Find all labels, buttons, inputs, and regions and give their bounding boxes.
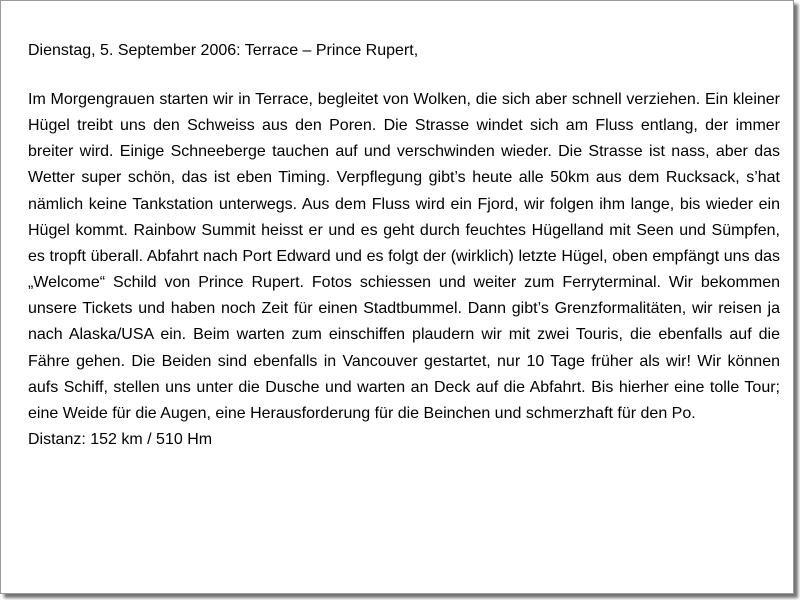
document-page xyxy=(28,39,780,453)
entry-heading: Dienstag, 5. September 2006: Terrace – Prince Rupert, xyxy=(28,42,419,59)
entry-body: Im Morgengrauen starten wir in Terrace, begleitet von Wolken, die sich aber schnell verziehen. Ein kleiner Hügel treibt uns den Schweiss aus den Poren. Die Strasse windet sich am Fluss entlang, der immer breiter wird. Einige Schneeberge tauchen auf und verschwinden wieder. Die Strasse ist nass, aber das Wetter super schön, das ist eben Timing. Verpflegung gibt’s heute alle 50km aus dem Rucksack, s’hat nämlich keine Tankstation unterwegs. Aus dem Fluss wird ein Fjord, wir folgen ihm lange, bis wieder ein Hügel kommt. Rainbow Summit heisst er und es geht durch feuchtes Hügelland mit Seen und Sümpfen, es tropft überall. Abfahrt nach Port Edward und es folgt der (wirklich) letzte Hügel, oben empfängt uns das „Welcome“ Schild von Prince Rupert. Fotos schiessen und weiter zum Ferryterminal. Wir bekommen unsere Tickets und haben noch Zeit für einen Stadtbummel. Dann gibt’s Grenzformalitäten, wir reisen ja nach Alaska/USA ein. Beim warten zum einschiffen plaudern wir mit zwei Touris, die ebenfalls auf die Fähre gehen. Die Beiden sind ebenfalls in Vancouver gestartet, nur 10 Tage früher als wir! Wir können aufs Schiff, stellen uns unter die Dusche und warten an Deck auf die Abfahrt. Bis hierher eine tolle Tour; eine Weide für die Augen, eine Herausforderung für die Beinchen und schmerzhaft für den Po. xyxy=(28,91,780,422)
entry-distance: Distanz: 152 km / 510 Hm xyxy=(28,431,213,449)
